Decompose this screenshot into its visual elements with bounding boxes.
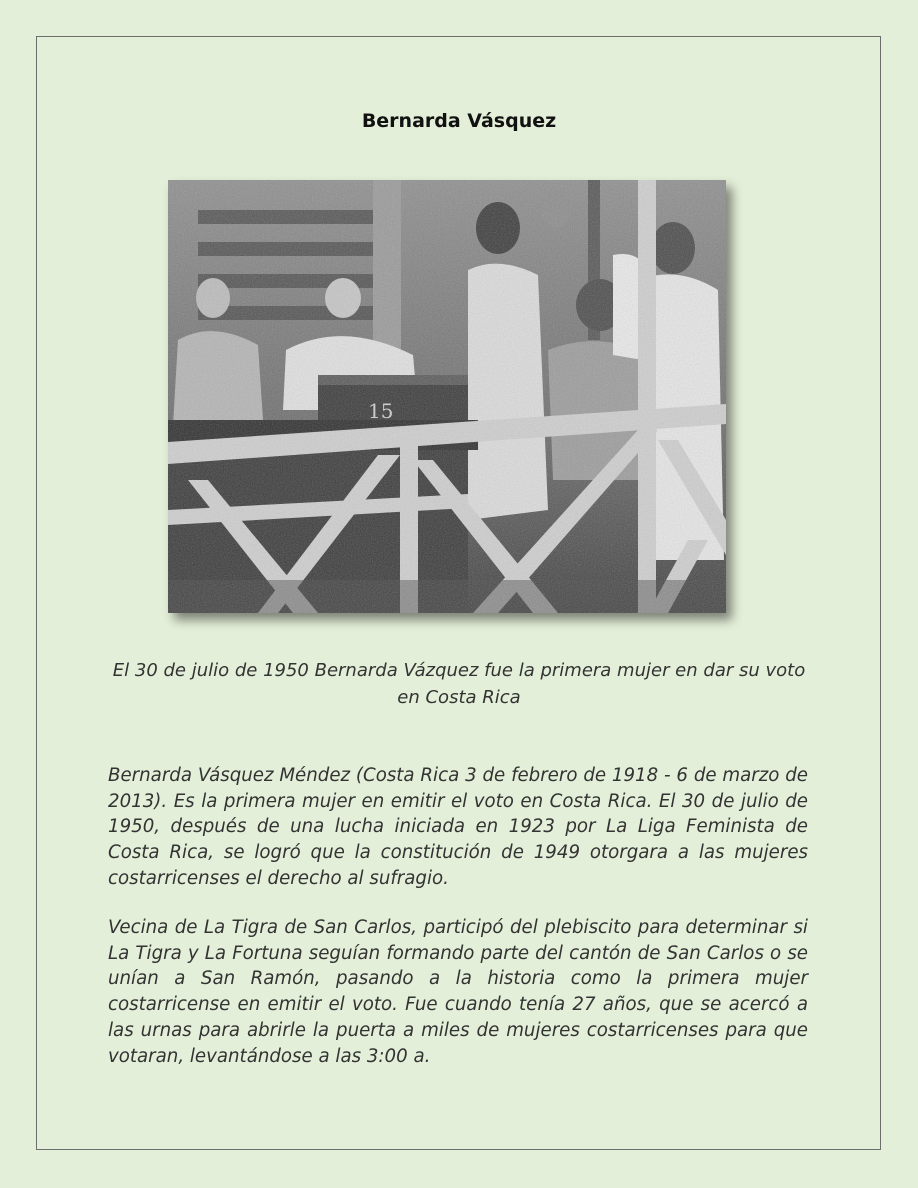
document-title: Bernarda Vásquez <box>361 110 557 132</box>
photo-caption: El 30 de julio de 1950 Bernarda Vázquez fue la primera mujer en dar su voto en Costa Rica <box>112 660 806 708</box>
paragraph-history: Vecina de La Tigra de San Carlos, participó del plebiscito para determinar si La Tigra y La Fortuna seguían formando parte del cantón de San Carlos o se unían a San Ramón, pasando a la historia como la primera mujer costarricense en emitir el voto. Fue cuando tenía 27 años, que se acercó a las urnas para abrirle la puerta a miles de mujeres costarricenses para que votaran, levantándose a las 3:00 a. <box>108 917 808 1067</box>
historical-photo <box>168 180 726 613</box>
paragraph-biography: Bernarda Vásquez Méndez (Costa Rica 3 de febrero de 1918 - 6 de marzo de 2013). Es la primera mujer en emitir el voto en Costa Rica. El 30 de julio de 1950, después de una lucha iniciada en 1923 por La Liga Feminista de Costa Rica, se logró que la constitución de 1949 otorgara a las mujeres costarricenses el derecho al sufragio. <box>108 765 808 889</box>
